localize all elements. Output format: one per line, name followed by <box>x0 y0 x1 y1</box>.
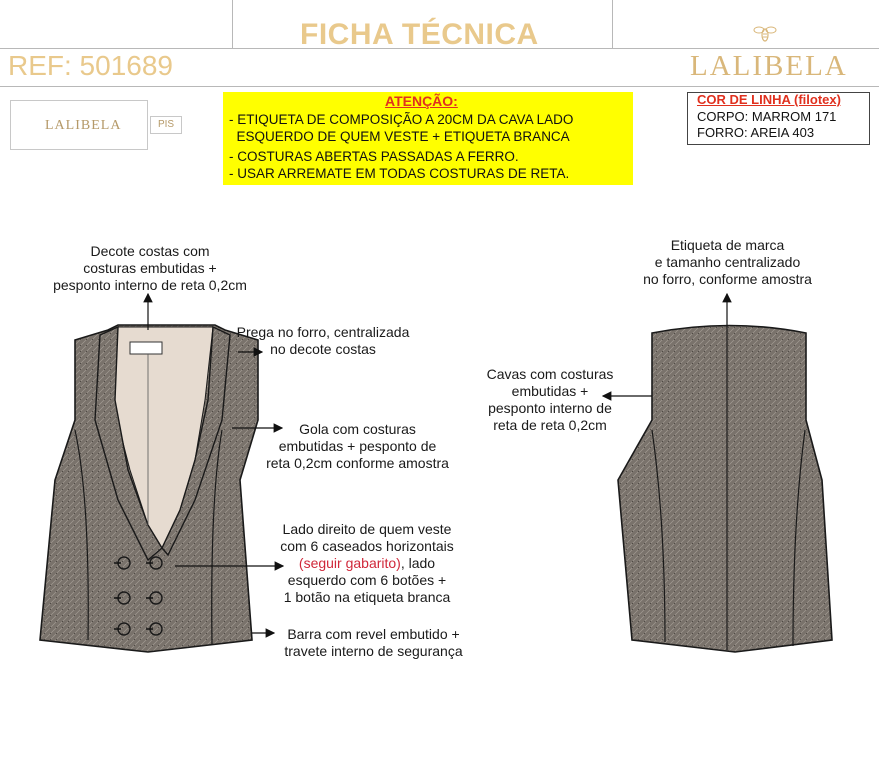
reference-code: REF: 501689 <box>8 50 173 81</box>
note-line <box>262 555 472 572</box>
template-reference: (seguir gabarito) <box>298 555 401 571</box>
note-line: e tamanho centralizado <box>654 254 801 270</box>
note-armhole <box>470 366 630 434</box>
note-line-rest: , lado <box>400 555 436 571</box>
front-vest <box>40 325 258 652</box>
attention-line: - COSTURAS ABERTAS PASSADAS A FERRO. <box>229 149 519 164</box>
note-neckline <box>40 243 260 294</box>
note-buttons <box>262 521 472 606</box>
attention-title: ATENÇÃO: <box>385 93 458 109</box>
attention-line: ESQUERDO DE QUEM VESTE + ETIQUETA BRANCA <box>229 129 570 144</box>
note-line: reta 0,2cm conforme amostra <box>266 455 449 471</box>
thread-color-title: COR DE LINHA (filotex) <box>697 92 841 107</box>
note-line: travete interno de segurança <box>284 643 463 659</box>
note-collar <box>250 421 465 472</box>
note-line: embutidas + pesponto de <box>278 438 437 454</box>
note-line: no forro, conforme amostra <box>643 271 812 287</box>
note-brand-label <box>620 237 835 288</box>
brand-logo: LALIBELA <box>690 50 848 82</box>
note-line: reta de reta 0,2cm <box>493 417 607 433</box>
attention-line: - ETIQUETA DE COMPOSIÇÃO A 20CM DA CAVA LADO <box>229 112 574 127</box>
back-vest <box>618 325 832 652</box>
note-line: costuras embutidas + <box>83 260 217 276</box>
note-line: Lado direito de quem veste <box>282 521 452 537</box>
note-line: embutidas + <box>511 383 589 399</box>
thread-color-body: CORPO: MARROM 171 <box>697 109 837 124</box>
note-line: esquerdo com 6 botões + <box>287 572 447 588</box>
note-line: Cavas com costuras <box>486 366 614 382</box>
page-title: FICHA TÉCNICA <box>300 18 539 51</box>
note-line: 1 botão na etiqueta branca <box>283 589 451 605</box>
note-pleat <box>218 324 428 358</box>
note-line: Prega no forro, centralizada <box>236 324 410 340</box>
thread-color-lining: FORRO: AREIA 403 <box>697 125 815 140</box>
note-line: com 6 caseados horizontais <box>280 538 454 554</box>
note-line: Decote costas com <box>90 243 210 259</box>
brand-label-text: LALIBELA <box>45 118 122 133</box>
attention-line: - USAR ARREMATE EM TODAS COSTURAS DE RETA. <box>229 166 570 181</box>
note-line: Etiqueta de marca <box>670 237 785 253</box>
note-line: pesponto interno de <box>488 400 612 416</box>
note-line: Gola com costuras <box>299 421 416 437</box>
note-line: pesponto interno de reta 0,2cm <box>53 277 247 293</box>
note-line: no decote costas <box>270 341 376 357</box>
pis-tag: PIS <box>150 116 182 134</box>
note-line: Barra com revel embutido + <box>287 626 460 642</box>
note-hem <box>266 626 481 660</box>
